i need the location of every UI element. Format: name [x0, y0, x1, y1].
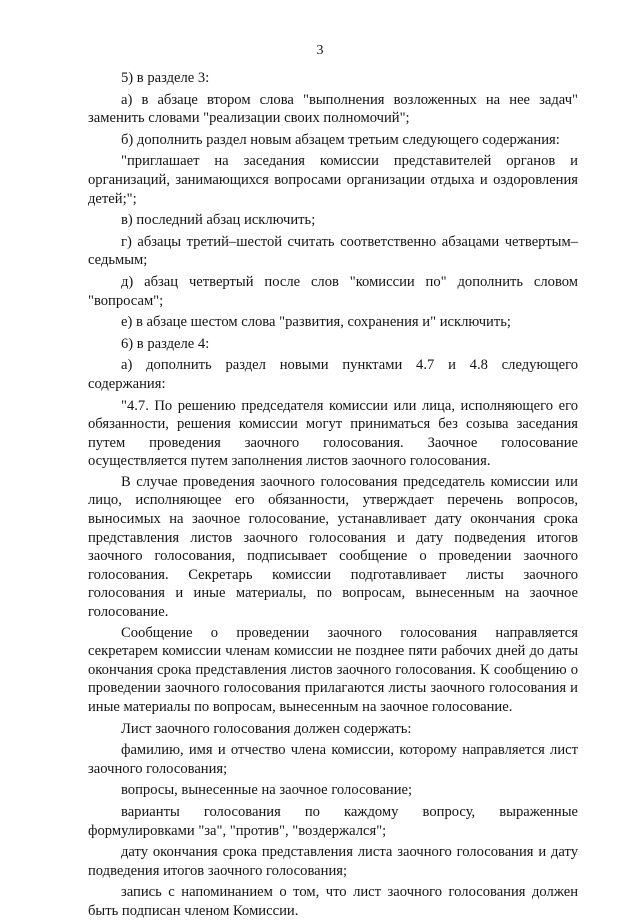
paragraph: В случае проведения заочного голосования председатель комиссии или лицо, исполняющее его обязанности, утверждает перечень вопросов, выносимых на заочное голосование, устанавливает дату окончания срока представления листов заочного голосования и дату подведения итогов заочного голосования, подписывает сообщение о проведении заочного голосования. Секретарь комиссии подготавливает листы заочного голосования и иные материалы, по вопросам, вынесенным на заочное голосование. — [88, 473, 578, 621]
paragraph: вопросы, вынесенные на заочное голосование; — [121, 782, 413, 799]
paragraph: д) абзац четвертый после слов "комиссии по" дополнить словом "вопросам"; — [88, 273, 578, 309]
paragraph: 6) в разделе 4: — [121, 335, 210, 352]
document-body — [88, 69, 578, 921]
paragraph: Сообщение о проведении заочного голосования направляется секретарем комиссии членам комиссии не позднее пяти рабочих дней до даты окончания срока представления листов заочного голосования. К сообщению о проведении заочного голосования прилагаются листы заочного голосования и иные материалы по вопросам, вынесенным на заочное голосование. — [88, 624, 578, 715]
page-number: 3 — [316, 43, 324, 58]
paragraph: "4.7. По решению председателя комиссии или лица, исполняющего его обязанности, решения комиссии могут приниматься без созыва заседания путем проведения заочного голосования. Заочное голосование осуществляется путем заполнения листов заочного голосования. — [88, 397, 578, 470]
paragraph: а) в абзаце втором слова "выполнения возложенных на нее задач" заменить словами "реализации своих полномочий"; — [88, 91, 578, 127]
paragraph: запись с напоминанием о том, что лист заочного голосования должен быть подписан членом Комиссии. — [88, 884, 578, 919]
paragraph: 5) в разделе 3: — [121, 70, 210, 86]
paragraph: е) в абзаце шестом слова "развития, сохранения и" исключить; — [121, 314, 511, 331]
paragraph: "приглашает на заседания комиссии представителей органов и организаций, занимающихся вопросами организации отдыха и оздоровления детей;"; — [88, 153, 578, 207]
paragraph: варианты голосования по каждому вопросу, выраженные формулировками "за", "против", "воздержался"; — [88, 803, 578, 839]
paragraph: фамилию, имя и отчество члена комиссии, которому направляется лист заочного голосования; — [88, 742, 578, 777]
paragraph: в) последний абзац исключить; — [121, 212, 316, 229]
paragraph: дату окончания срока представления листа заочного голосования и дату подведения итогов заочного голосования; — [88, 844, 578, 879]
paragraph: г) абзацы третий–шестой считать соответственно абзацами четвертым–седьмым; — [88, 233, 578, 269]
paragraph: Лист заочного голосования должен содержать: — [121, 720, 412, 737]
paragraph: б) дополнить раздел новым абзацем третьим следующего содержания: — [121, 131, 560, 148]
paragraph: а) дополнить раздел новыми пунктами 4.7 и 4.8 следующего содержания: — [88, 357, 578, 392]
